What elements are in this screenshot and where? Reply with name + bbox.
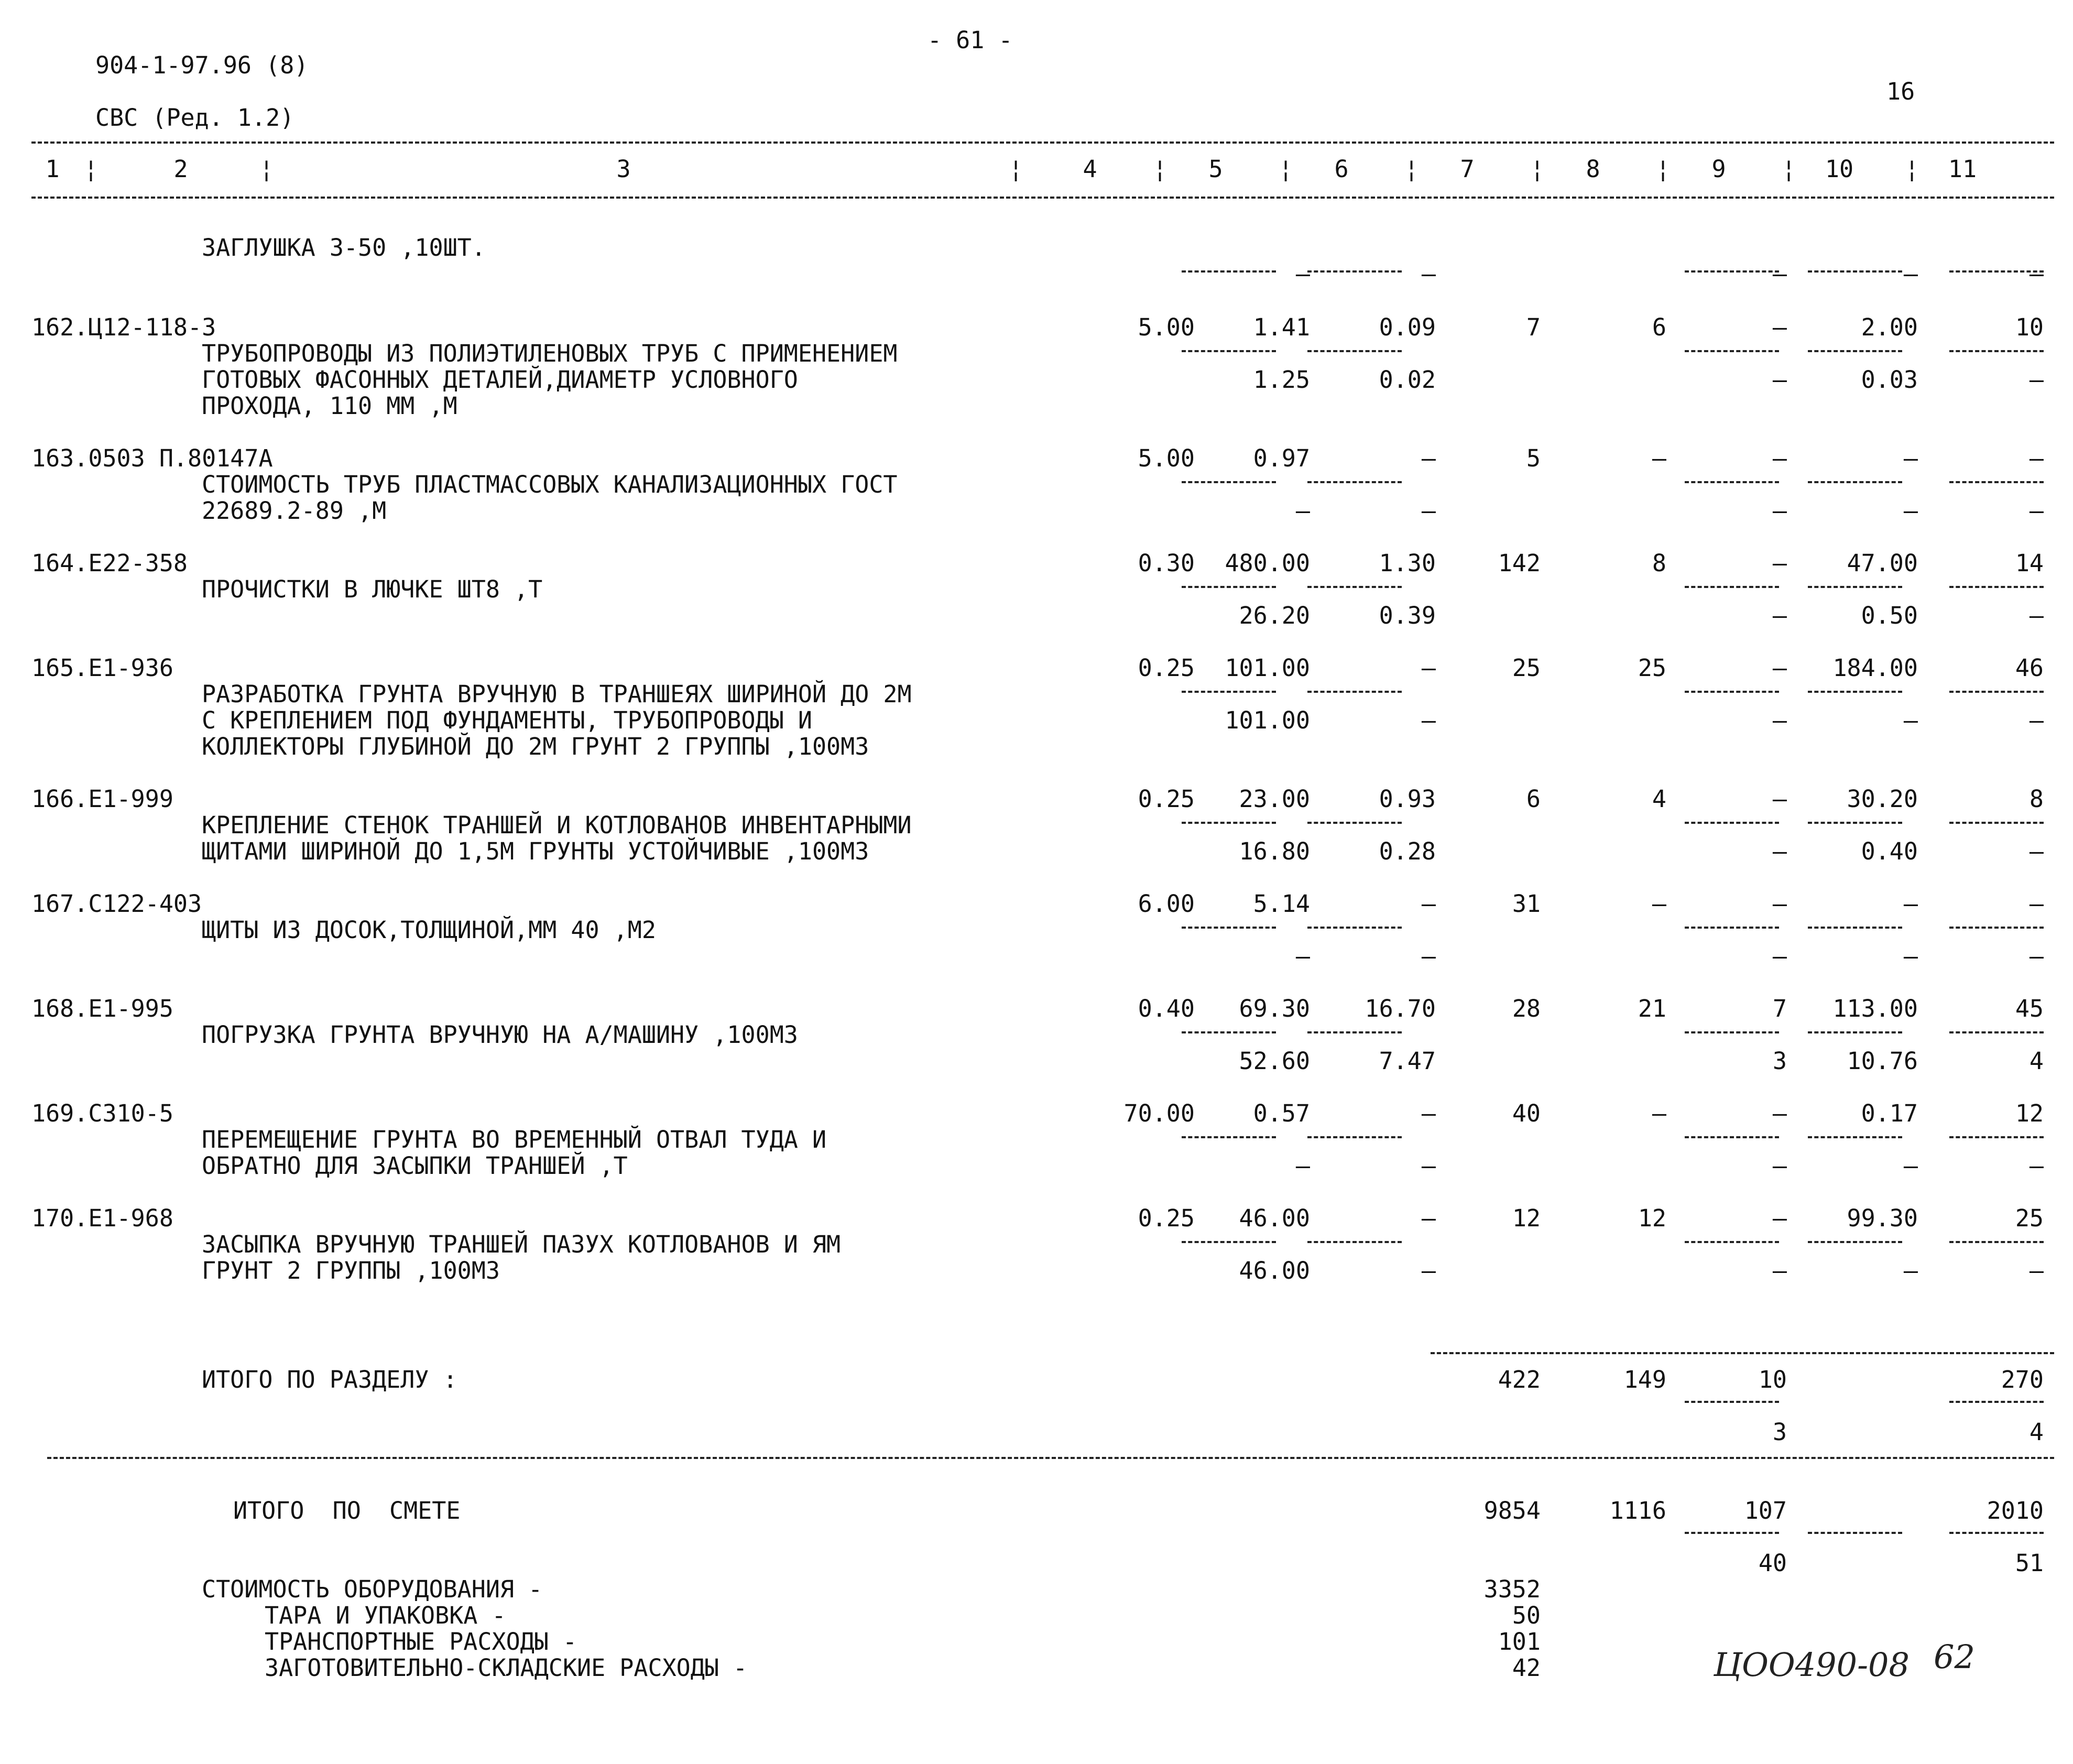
column-header-7: 7 — [1460, 155, 1475, 183]
row-code-1: 162.Ц12-118-3 — [31, 313, 216, 341]
row-c11b-6: – — [2029, 942, 2044, 970]
row-sep-s6-4 — [1307, 691, 1402, 693]
row-c5a-2: 0.97 — [1253, 444, 1310, 472]
row-c10a-3: 47.00 — [1847, 549, 1918, 577]
column-divider: ¦ — [1153, 155, 1168, 183]
row-c11a-8: 12 — [2015, 1099, 2044, 1127]
row-c5b-6: – — [1295, 942, 1310, 970]
row-code-7: 168.Е1-995 — [31, 995, 173, 1022]
row-c6b-1: 0.02 — [1379, 366, 1436, 394]
row-c11b-3: – — [2029, 602, 2044, 629]
row-c5a-9: 46.00 — [1239, 1204, 1310, 1232]
row-c9a-7: 7 — [1772, 995, 1787, 1022]
row-c10b-6: – — [1903, 942, 1918, 970]
row-name-7-0: ПОГРУЗКА ГРУНТА ВРУЧНУЮ НА А/МАШИНУ ,100М3 — [202, 1021, 798, 1049]
row-c10b-8: – — [1903, 1152, 1918, 1180]
row-c6a-6: – — [1421, 890, 1436, 918]
row-name-9-1: ГРУНТ 2 ГРУППЫ ,100М3 — [202, 1257, 500, 1284]
row-c9a-5: – — [1772, 785, 1787, 813]
row-c10a-5: 30.20 — [1847, 785, 1918, 813]
row-c8-3: 8 — [1652, 549, 1666, 577]
row-sep-s10-3 — [1808, 586, 1902, 588]
row-name-6-0: ЩИТЫ ИЗ ДОСОК,ТОЛЩИНОЙ,ММ 40 ,М2 — [202, 916, 656, 944]
estimate-total-c9a: 107 — [1744, 1497, 1787, 1525]
row-c7-6: 31 — [1512, 890, 1541, 918]
row-c9a-4: – — [1772, 654, 1787, 682]
header-rule-top — [31, 141, 2054, 144]
row-c10a-4: 184.00 — [1832, 654, 1918, 682]
equipment-label-0: СТОИМОСТЬ ОБОРУДОВАНИЯ - — [202, 1575, 543, 1603]
row-code-3: 164.Е22-358 — [31, 549, 188, 577]
row-name-5-1: ЩИТАМИ ШИРИНОЙ ДО 1,5М ГРУНТЫ УСТОЙЧИВЫЕ ,100М3 — [202, 837, 869, 865]
row-sep-s11-4 — [1949, 691, 2044, 693]
row-c11b-8: – — [2029, 1152, 2044, 1180]
row-sep-s9-2 — [1685, 481, 1779, 483]
column-divider: ¦ — [259, 155, 274, 183]
section-total-c11a: 270 — [2001, 1366, 2044, 1393]
row-c6b-4: – — [1421, 706, 1436, 734]
row-qty-5: 0.25 — [1138, 785, 1195, 813]
row-sep-s11-3 — [1949, 586, 2044, 588]
row-c9b-6: – — [1772, 942, 1787, 970]
section-total-rule — [1431, 1352, 2054, 1354]
row-c5a-1: 1.41 — [1253, 313, 1310, 341]
column-header-10: 10 — [1825, 155, 1854, 183]
row-c10a-1: 2.00 — [1861, 313, 1918, 341]
row-c11a-3: 14 — [2015, 549, 2044, 577]
equipment-label-2: ТРАНСПОРТНЫЕ РАСХОДЫ - — [265, 1628, 577, 1656]
row-sep-s6-2 — [1307, 481, 1402, 483]
section-total-c7: 422 — [1498, 1366, 1541, 1393]
row-sep-s10-8 — [1808, 1136, 1902, 1138]
section-total-label: ИТОГО ПО РАЗДЕЛУ : — [202, 1366, 457, 1393]
row-name-1-2: ПРОХОДА, 110 ММ ,М — [202, 392, 457, 420]
row-c10b-1: 0.03 — [1861, 366, 1918, 394]
row-c11a-5: 8 — [2029, 785, 2044, 813]
row-sep-s9-6 — [1685, 927, 1779, 929]
row-c7-4: 25 — [1512, 654, 1541, 682]
column-header-6: 6 — [1334, 155, 1349, 183]
row-qty-3: 0.30 — [1138, 549, 1195, 577]
row-name-1-0: ТРУБОПРОВОДЫ ИЗ ПОЛИЭТИЛЕНОВЫХ ТРУБ С ПРИМЕНЕНИЕМ — [202, 340, 898, 367]
column-header-5: 5 — [1208, 155, 1223, 183]
row-c8-4: 25 — [1638, 654, 1666, 682]
section-total-sep-11 — [1949, 1401, 2044, 1403]
row-c11b-5: – — [2029, 837, 2044, 865]
row-c10b-5: 0.40 — [1861, 837, 1918, 865]
row-c5a-4: 101.00 — [1225, 654, 1310, 682]
column-header-4: 4 — [1083, 155, 1097, 183]
row-qty-4: 0.25 — [1138, 654, 1195, 682]
row-c11a-7: 45 — [2015, 995, 2044, 1022]
row-c6a-2: – — [1421, 444, 1436, 472]
row-c6a-1: 0.09 — [1379, 313, 1436, 341]
page-number: - 61 - — [928, 26, 1013, 54]
row-sep-s5-9 — [1182, 1241, 1276, 1243]
equipment-value-2: 101 — [1498, 1628, 1541, 1656]
row-c9b-1: – — [1772, 366, 1787, 394]
row-c9b-7: 3 — [1772, 1047, 1787, 1075]
row-code-2: 163.0503 П.80147А — [31, 444, 273, 472]
row-c11b-4: – — [2029, 706, 2044, 734]
row-name-9-0: ЗАСЫПКА ВРУЧНУЮ ТРАНШЕЙ ПАЗУХ КОТЛОВАНОВ И ЯМ — [202, 1231, 841, 1258]
row-name-4-2: КОЛЛЕКТОРЫ ГЛУБИНОЙ ДО 2М ГРУНТ 2 ГРУППЫ ,100М3 — [202, 733, 869, 760]
row-sep-s10-6 — [1808, 927, 1902, 929]
row-qty-8: 70.00 — [1123, 1099, 1195, 1127]
section-total-c9a: 10 — [1758, 1366, 1787, 1393]
row-c5a-5: 23.00 — [1239, 785, 1310, 813]
doc-code: 904-1-97.96 (8) — [95, 51, 309, 79]
row-c5a-3: 480.00 — [1225, 549, 1310, 577]
section-total-c8: 149 — [1623, 1366, 1666, 1393]
row-c9b-2: – — [1772, 497, 1787, 525]
row-sep-s9-8 — [1685, 1136, 1779, 1138]
row-c10b-4: – — [1903, 706, 1918, 734]
row-c11b-9: – — [2029, 1257, 2044, 1284]
row-name-5-0: КРЕПЛЕНИЕ СТЕНОК ТРАНШЕЙ И КОТЛОВАНОВ ИНВЕНТАРНЫМИ — [202, 811, 912, 839]
row-c8-2: – — [1652, 444, 1666, 472]
row-qty-2: 5.00 — [1138, 444, 1195, 472]
row-name-8-0: ПЕРЕМЕЩЕНИЕ ГРУНТА ВО ВРЕМЕННЫЙ ОТВАЛ ТУДА И — [202, 1126, 827, 1153]
row-sep-s5-3 — [1182, 586, 1276, 588]
row-code-9: 170.Е1-968 — [31, 1204, 173, 1232]
row-c9b-8: – — [1772, 1152, 1787, 1180]
row-c9a-1: – — [1772, 313, 1787, 341]
row-c8-5: 4 — [1652, 785, 1666, 813]
row-c8-9: 12 — [1638, 1204, 1666, 1232]
column-divider: ¦ — [1905, 155, 1919, 183]
row-name-1-1: ГОТОВЫХ ФАСОННЫХ ДЕТАЛЕЙ,ДИАМЕТР УСЛОВНОГО — [202, 366, 798, 394]
row-code-8: 169.С310-5 — [31, 1099, 173, 1127]
row-sep-s11-5 — [1949, 822, 2044, 824]
row-c5b-5: 16.80 — [1239, 837, 1310, 865]
row-name-2-1: 22689.2-89 ,М — [202, 497, 387, 525]
row-c5b-3: 26.20 — [1239, 602, 1310, 629]
row-c11b-1: – — [2029, 366, 2044, 394]
row-c7-8: 40 — [1512, 1099, 1541, 1127]
row-c10b-3: 0.50 — [1861, 602, 1918, 629]
equipment-value-0: 3352 — [1483, 1575, 1541, 1603]
row-c7-2: 5 — [1526, 444, 1541, 472]
row-sep-s5-8 — [1182, 1136, 1276, 1138]
row-c5a-7: 69.30 — [1239, 995, 1310, 1022]
row-c10a-8: 0.17 — [1861, 1099, 1918, 1127]
row-code-6: 167.С122-403 — [31, 890, 202, 918]
row-c10b-7: 10.76 — [1847, 1047, 1918, 1075]
row-c10a-7: 113.00 — [1832, 995, 1918, 1022]
row-c7-3: 142 — [1498, 549, 1541, 577]
row-c11a-9: 25 — [2015, 1204, 2044, 1232]
row-c10b-9: – — [1903, 1257, 1918, 1284]
column-divider: ¦ — [1530, 155, 1545, 183]
row-qty-7: 0.40 — [1138, 995, 1195, 1022]
handwritten-code: ЦОО490-08 — [1714, 1646, 1910, 1684]
row-c6a-8: – — [1421, 1099, 1436, 1127]
row-c8-7: 21 — [1638, 995, 1666, 1022]
column-divider: ¦ — [1404, 155, 1419, 183]
row-c7-9: 12 — [1512, 1204, 1541, 1232]
row-qty-6: 6.00 — [1138, 890, 1195, 918]
estimate-total-c11a: 2010 — [1987, 1497, 2044, 1525]
row-sep-s5-4 — [1182, 691, 1276, 693]
row-c9a-2: – — [1772, 444, 1787, 472]
row-sep-s10-2 — [1808, 481, 1902, 483]
row-sep-s10-1 — [1808, 350, 1902, 352]
estimate-total-sep-10 — [1808, 1532, 1902, 1534]
row-sep-s5-7 — [1182, 1031, 1276, 1033]
column-header-3: 3 — [616, 155, 631, 183]
row-sep-s11-8 — [1949, 1136, 2044, 1138]
row-sep-s11-2 — [1949, 481, 2044, 483]
row-sep-s9-1 — [1685, 350, 1779, 352]
row-c6b-9: – — [1421, 1257, 1436, 1284]
row-c9a-6: – — [1772, 890, 1787, 918]
row-c5b-9: 46.00 — [1239, 1257, 1310, 1284]
header-rule-bottom — [31, 197, 2054, 199]
row-c6b-5: 0.28 — [1379, 837, 1436, 865]
row-c11a-1: 10 — [2015, 313, 2044, 341]
row-c11b-2: – — [2029, 497, 2044, 525]
row-sep-s9-5 — [1685, 822, 1779, 824]
estimate-total-c9b: 40 — [1758, 1549, 1787, 1577]
row-c6b-2: – — [1421, 497, 1436, 525]
row-c10a-6: – — [1903, 890, 1918, 918]
program-version: СВС (Ред. 1.2) — [95, 104, 294, 132]
row-c6a-9: – — [1421, 1204, 1436, 1232]
row-c5b-7: 52.60 — [1239, 1047, 1310, 1075]
row-c6c-0: – — [1421, 260, 1436, 288]
row-c9a-9: – — [1772, 1204, 1787, 1232]
handwritten-page: 62 — [1934, 1638, 1975, 1676]
row-c9b-9: – — [1772, 1257, 1787, 1284]
row-c8-6: – — [1652, 890, 1666, 918]
section-total-c9b: 3 — [1772, 1418, 1787, 1446]
sheet-number: 16 — [1886, 78, 1915, 105]
column-header-1: 1 — [45, 155, 60, 183]
row-code-5: 166.Е1-999 — [31, 785, 173, 813]
row-c5a-8: 0.57 — [1253, 1099, 1310, 1127]
row-c7-5: 6 — [1526, 785, 1541, 813]
row-sep-s10-5 — [1808, 822, 1902, 824]
row-sep-s11-6 — [1949, 927, 2044, 929]
row-sep-s11-9 — [1949, 1241, 2044, 1243]
row-c8-1: 6 — [1652, 313, 1666, 341]
column-header-9: 9 — [1711, 155, 1726, 183]
estimate-total-label: ИТОГО ПО СМЕТЕ — [233, 1497, 461, 1525]
equipment-label-3: ЗАГОТОВИТЕЛЬНО-СКЛАДСКИЕ РАСХОДЫ - — [265, 1654, 748, 1682]
row-qty-9: 0.25 — [1138, 1204, 1195, 1232]
row-sep-s6-9 — [1307, 1241, 1402, 1243]
row-sep-s6-5 — [1307, 822, 1402, 824]
column-divider: ¦ — [1656, 155, 1671, 183]
row-c10c-0: – — [1903, 260, 1918, 288]
estimate-total-c11b: 51 — [2015, 1549, 2044, 1577]
column-divider: ¦ — [84, 155, 99, 183]
estimate-total-c8: 1116 — [1609, 1497, 1666, 1525]
row-sep-s11-1 — [1949, 350, 2044, 352]
estimate-total-sep-9 — [1685, 1532, 1779, 1534]
row-name-2-0: СТОИМОСТЬ ТРУБ ПЛАСТМАССОВЫХ КАНАЛИЗАЦИОННЫХ ГОСТ — [202, 471, 898, 498]
row-name-8-1: ОБРАТНО ДЛЯ ЗАСЫПКИ ТРАНШЕЙ ,Т — [202, 1152, 628, 1180]
row-c11b-7: 4 — [2029, 1047, 2044, 1075]
row-c5b-4: 101.00 — [1225, 706, 1310, 734]
row-c7-1: 7 — [1526, 313, 1541, 341]
row-c11a-4: 46 — [2015, 654, 2044, 682]
row-c9b-5: – — [1772, 837, 1787, 865]
row-code-4: 165.Е1-936 — [31, 654, 173, 682]
row-c9a-8: – — [1772, 1099, 1787, 1127]
row-sep-s10-9 — [1808, 1241, 1902, 1243]
row-c6b-6: – — [1421, 942, 1436, 970]
row-c10b-2: – — [1903, 497, 1918, 525]
row-sep-s9-7 — [1685, 1031, 1779, 1033]
row-sep-s9-3 — [1685, 586, 1779, 588]
estimate-total-sep-11 — [1949, 1532, 2044, 1534]
section-total-c11b: 4 — [2029, 1418, 2044, 1446]
column-divider: ¦ — [1009, 155, 1023, 183]
column-header-2: 2 — [173, 155, 188, 183]
estimate-total-c7: 9854 — [1483, 1497, 1541, 1525]
row-sep-s5-5 — [1182, 822, 1276, 824]
section-total-sep-9 — [1685, 1401, 1779, 1403]
row-c11c-0: – — [2029, 260, 2044, 288]
equipment-value-3: 42 — [1512, 1654, 1541, 1682]
row-c5c-0: – — [1295, 260, 1310, 288]
column-divider: ¦ — [1279, 155, 1293, 183]
row-sep-s10-7 — [1808, 1031, 1902, 1033]
section-end-rule — [47, 1457, 2054, 1459]
row-sep-s6-6 — [1307, 927, 1402, 929]
row-sep-s5-1 — [1182, 350, 1276, 352]
column-divider: ¦ — [1782, 155, 1796, 183]
row-sep-s5-6 — [1182, 927, 1276, 929]
row-c6b-3: 0.39 — [1379, 602, 1436, 629]
equipment-label-1: ТАРА И УПАКОВКА - — [265, 1602, 506, 1629]
row-sep-s6-7 — [1307, 1031, 1402, 1033]
row-c6a-5: 0.93 — [1379, 785, 1436, 813]
row-sep-s9-9 — [1685, 1241, 1779, 1243]
row-c6b-8: – — [1421, 1152, 1436, 1180]
row-c5b-2: – — [1295, 497, 1310, 525]
equipment-value-1: 50 — [1512, 1602, 1541, 1629]
row-sep-s6-3 — [1307, 586, 1402, 588]
row-c6b-7: 7.47 — [1379, 1047, 1436, 1075]
row-c11a-2: – — [2029, 444, 2044, 472]
row-sep-s9-4 — [1685, 691, 1779, 693]
row-c9b-4: – — [1772, 706, 1787, 734]
row-name-4-0: РАЗРАБОТКА ГРУНТА ВРУЧНУЮ В ТРАНШЕЯХ ШИРИНОЙ ДО 2М — [202, 680, 912, 708]
row-name-4-1: С КРЕПЛЕНИЕМ ПОД ФУНДАМЕНТЫ, ТРУБОПРОВОДЫ И — [202, 706, 812, 734]
row-name-3-0: ПРОЧИСТКИ В ЛЮЧКЕ ШТ8 ,Т — [202, 575, 543, 603]
row-c7-7: 28 — [1512, 995, 1541, 1022]
row-c9b-3: – — [1772, 602, 1787, 629]
row-c9a-3: – — [1772, 549, 1787, 577]
row-qty-1: 5.00 — [1138, 313, 1195, 341]
row-name-0-0: ЗАГЛУШКА З-50 ,10ШТ. — [202, 234, 486, 262]
row-c11a-6: – — [2029, 890, 2044, 918]
row-c9c-0: – — [1772, 260, 1787, 288]
row-sep-s6-8 — [1307, 1136, 1402, 1138]
row-sep-s10-4 — [1808, 691, 1902, 693]
column-header-8: 8 — [1586, 155, 1600, 183]
row-c5b-1: 1.25 — [1253, 366, 1310, 394]
column-header-11: 11 — [1948, 155, 1977, 183]
row-c6a-3: 1.30 — [1379, 549, 1436, 577]
row-c10a-2: – — [1903, 444, 1918, 472]
row-sep-s11-7 — [1949, 1031, 2044, 1033]
row-c10a-9: 99.30 — [1847, 1204, 1918, 1232]
row-c6a-7: 16.70 — [1365, 995, 1436, 1022]
row-sep-s5-2 — [1182, 481, 1276, 483]
row-sep-s6-1 — [1307, 350, 1402, 352]
row-c6a-4: – — [1421, 654, 1436, 682]
row-c8-8: – — [1652, 1099, 1666, 1127]
row-c5a-6: 5.14 — [1253, 890, 1310, 918]
row-c5b-8: – — [1295, 1152, 1310, 1180]
